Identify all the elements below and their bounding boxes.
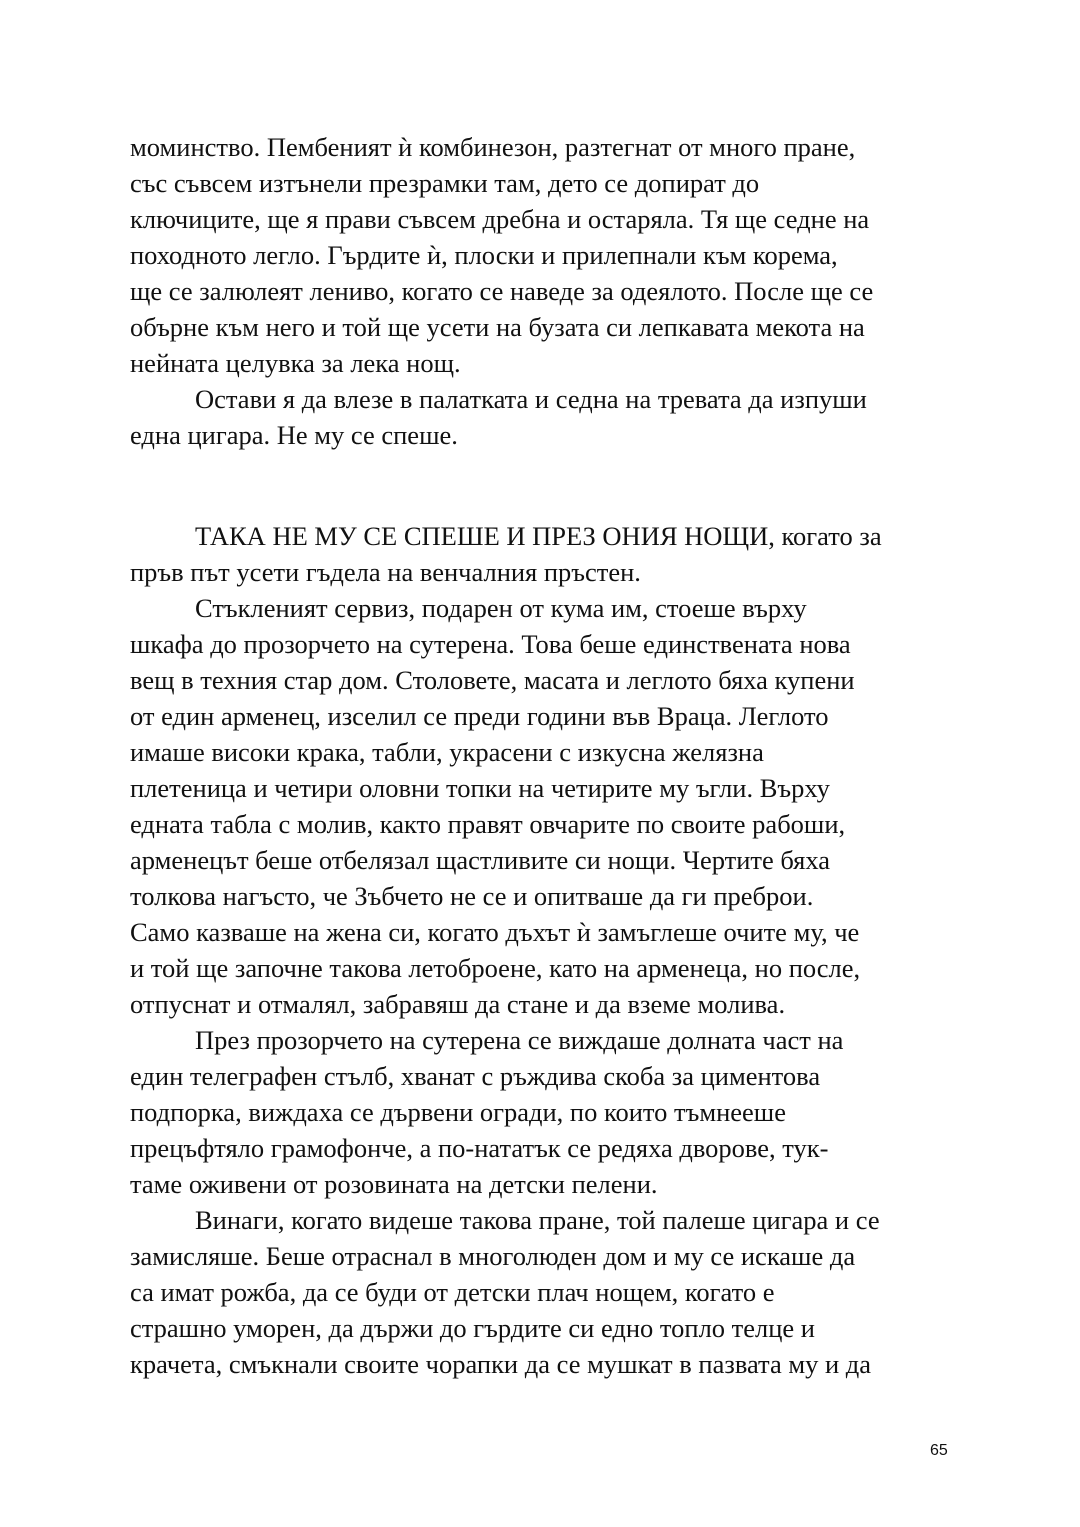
- text-line: походното легло. Гърдите ѝ, плоски и прилепнали към корема,: [130, 240, 838, 270]
- text-line: През прозорчето на сутерена се виждаше долната част на: [195, 1025, 844, 1055]
- text-line: замисляше. Беше отраснал в многолюден дом и му се искаше да: [130, 1241, 856, 1271]
- text-line: със съвсем изтънели презрамки там, дето се допират до: [130, 168, 760, 198]
- text-line: толкова нагъсто, че Зъбчето не се и опитваше да ги преброи.: [130, 881, 814, 911]
- text-line: Стъкленият сервиз, подарен от кума им, стоеше върху: [195, 593, 807, 623]
- page-number: 65: [930, 1442, 948, 1459]
- text-line: подпорка, виждаха се дървени огради, по които тъмнееше: [130, 1097, 786, 1127]
- text-line: имаше високи крака, табли, украсени с изкусна желязна: [130, 737, 764, 767]
- text-line: страшно уморен, да държи до гърдите си едно топло телце и: [130, 1313, 815, 1343]
- text-line: отпуснат и отмалял, забравяш да стане и да вземе молива.: [130, 989, 786, 1019]
- text-line: една цигара. Не му се спеше.: [130, 420, 458, 450]
- text-line: арменецът беше отбелязал щастливите си нощи. Чертите бяха: [130, 845, 831, 875]
- section-opening-line: ТАКА НЕ МУ СЕ СПЕШЕ И ПРЕЗ ОНИЯ НОЩИ, когато за: [195, 521, 882, 551]
- text-line: и той ще започне такова летоброене, като на арменеца, но после,: [130, 953, 861, 983]
- text-line: Само казваше на жена си, когато дъхът ѝ замъглеше очите му, че: [130, 917, 860, 947]
- text-line: от един арменец, изселил се преди години във Враца. Леглото: [130, 701, 829, 731]
- text-line: нейната целувка за лека нощ.: [130, 348, 461, 378]
- text-line: ще се залюлеят лениво, когато се наведе за одеялото. После ще се: [130, 276, 874, 306]
- text-line: шкафа до прозорчето на сутерена. Това беше единствената нова: [130, 629, 851, 659]
- text-line: Остави я да влезе в палатката и седна на тревата да изпуши: [195, 384, 867, 414]
- text-line: едната табла с молив, както правят овчарите по своите рабоши,: [130, 809, 846, 839]
- text-line: Винаги, когато видеше такова пране, той палеше цигара и се: [195, 1205, 880, 1235]
- text-line: пръв път усети гъдела на венчалния пръстен.: [130, 557, 641, 587]
- text-line: един телеграфен стълб, хванат с ръждива скоба за циментова: [130, 1061, 821, 1091]
- text-line: вещ в техния стар дом. Столовете, масата и леглото бяха купени: [130, 665, 855, 695]
- text-line: моминство. Пембеният ѝ комбинезон, разтегнат от много пране,: [130, 132, 856, 162]
- text-line: таме оживени от розовината на детски пелени.: [130, 1169, 658, 1199]
- text-line: плетеница и четири оловни топки на четирите му ъгли. Върху: [130, 773, 830, 803]
- text-line: прецъфтяло грамофонче, а по-нататък се редяха дворове, тук-: [130, 1133, 829, 1163]
- text-line: ключиците, ще я прави съвсем дребна и остаряла. Тя ще седне на: [130, 204, 870, 234]
- text-line: крачета, смъкнали своите чорапки да се мушкат в пазвата му и да: [130, 1349, 872, 1379]
- text-line: са имат рожба, да се буди от детски плач нощем, когато е: [130, 1277, 775, 1307]
- text-line: обърне към него и той ще усети на бузата си лепкавата мекота на: [130, 312, 865, 342]
